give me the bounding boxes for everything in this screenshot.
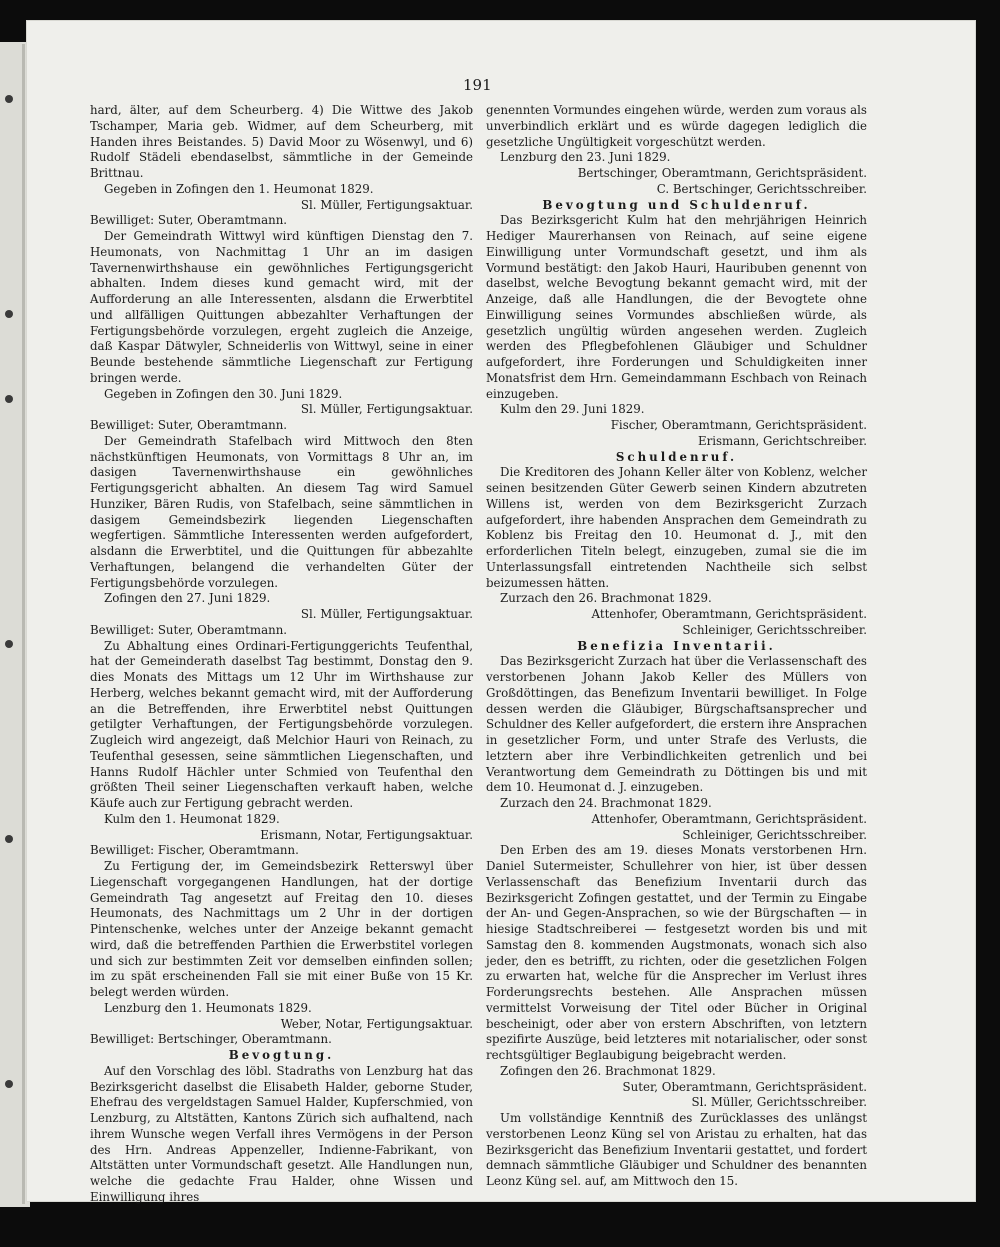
- paragraph: Das Bezirksgericht Kulm hat den mehrjährigen Heinrich Hediger Maurerhansen von Reinach, auf seine eigene Einwilligung unter Vormundschaft gesetzt, und ihm als Vormund bestätigt: den Jakob Hauri, Hauribuben genennt von daselbst, welche Bevogtung bekannt gemacht wird, mit der Anzeige, daß alle Handlungen, die der Bevogtete ohne Einwilligung seines Vormundes abschließen würde, als gesetzlich ungültig würden angesehen werden. Zugleich werden des Pflegbefohlenen Gläubiger und Schuldner aufgefordert, ihre Forderungen und Schuldigkeiten inner Monatsfrist dem Hrn. Gemeindammann Eschbach von Reinach einzugeben.: [486, 213, 867, 401]
- paragraph: Lenzburg den 1. Heumonats 1829.: [104, 1000, 312, 1015]
- binding-edge: [22, 44, 25, 1204]
- right-column: [486, 103, 867, 1190]
- paragraph: Zurzach den 26. Brachmonat 1829.: [500, 591, 712, 606]
- paragraph: Der Gemeindrath Wittwyl wird künftigen Dienstag den 7. Heumonats, von Nachmittag 1 Uhr an im dasigen Tavernenwirthshause ein gewöhnliches Fertigungsgericht abhalten. Indem dieses kund gemacht wird, mit der Aufforderung an alle Interessenten, alsdann die Erwerbtitel und allfälligen Quittungen abbezahlter Verhaftungen der Fertigungsbehörde vorzulegen, ergeht zugleich die Anzeige, daß Kaspar Dätwyler, Schneiderlis von Wittwyl, seine in einer Beunde bestehende sämmtliche Liegenschaft zur Fertigung bringen werde.: [90, 229, 473, 385]
- paragraph: Der Gemeindrath Stafelbach wird Mittwoch den 8ten nächstkünftigen Heumonats, von Vormittags 8 Uhr an, im dasigen Tavernenwirthshause ein gewöhnliches Fertigungsgericht abhalten. An diesem Tag wird Samuel Hunziker, Bären Rudis, von Stafelbach, seine sämmtlichen in dasigem Gemeindsbezirk liegenden Liegenschaften wegfertigen. Sämmtliche Interessenten werden aufgefordert, alsdann die Erwerbtitel, und die Quittungen für abbezahlte Verhaftungen, belangend die verhandelten Güter der Fertigungsbehörde vorzulegen.: [90, 433, 473, 590]
- paragraph: Attenhofer, Oberamtmann, Gerichtspräsident.: [591, 811, 867, 826]
- paragraph: Attenhofer, Oberamtmann, Gerichtspräsident.: [591, 607, 867, 621]
- paragraph: Erismann, Gerichtschreiber.: [697, 433, 867, 448]
- paragraph: Zurzach den 24. Brachmonat 1829.: [500, 796, 712, 810]
- paragraph: Zu Abhaltung eines Ordinari-Fertigunggerichts Teufenthal, hat der Gemeinderath daselbst Tag bestimmt, Donstag den 9. dies Monats des Mittags um 12 Uhr im Wirthshause zur Herberg, welches bekannt gemacht wird, mit der Aufforderung an die Betreffenden, ihre Erwerbtitel nebst Quittungen getilgter Verhaftungen, der Fertigungsbehörde vorzulegen. Zugleich wird angezeigt, daß Melchior Hauri von Reinach, zu Teufenthal gesessen, seine sämmtlichen Liegenschaften, und Hanns Rudolf Hächler unter Schmied von Teufenthal den größten Theil seiner Liegenschaften verkauft haben, welche Käufe auch zur Fertigung gebracht werden.: [90, 638, 473, 810]
- paragraph: Sl. Müller, Fertigungsaktuar.: [300, 402, 473, 417]
- paragraph: Sl. Müller, Gerichtsschreiber.: [691, 1095, 867, 1110]
- paragraph: Weber, Notar, Fertigungsaktuar.: [280, 1016, 473, 1031]
- paragraph: Zu Fertigung der, im Gemeindsbezirk Retterswyl über Liegenschaft vorgegangenen Handlungen, hat der dortige Gemeindrath Tag angesetzt auf Freitag den 10. dieses Heumonats, des Nachmittags um 2 Uhr in der dortigen Pintenschenke, welches unter der Anzeige bekannt gemacht wird, daß die betreffenden Parthien die Erwerbstitel vorlegen und sich zur bestimmten Zeit vor demselben einfinden sollen; im zu spät erscheinenden Fall sie mit einer Buße von 15 Kr. belegt werden würden.: [90, 859, 473, 999]
- paragraph: Suter, Oberamtmann, Gerichtspräsident.: [622, 1079, 867, 1094]
- paragraph: Den Erben des am 19. dieses Monats verstorbenen Hrn. Daniel Sutermeister, Schullehrer von hier, ist über dessen Verlassenschaft das Benefizium Inventarii durch das Bezirksgericht Zofingen gestattet, und der Termin zu Eingabe der An- und Gegen-Ansprachen, so wie der Bürgschaften — in hiesige Stadtschreiberei — festgesetzt worden bis und mit Samstag den 8. kommenden Augstmonats, wonach sich also jeder, den es betrifft, zu richten, oder die gesetzlichen Folgen zu erwarten hat, welche für die Ansprecher im Verlust ihres Forderungsrechts bestehen. Alle Ansprachen müssen vermittelst Vorweisung der Titel oder Bücher in Original bescheinigt, oder aber von erstern Abschriften, von letztern spezifirte Auszüge, beid letzteres mit notarialischer, oder sonst rechtsgültiger Beglaubigung beigebracht werden.: [486, 843, 867, 1062]
- paragraph: Um vollständige Kenntniß des Zurücklasses des unlängst verstorbenen Leonz Küng sel von Aristau zu erhalten, hat das Bezirksgericht das Benefizium Inventarii gestattet, und fordert demnach sämmtliche Gläubiger und Schuldner des benannten Leonz Küng sel. auf, am Mittwoch den 15.: [486, 1111, 867, 1188]
- paragraph: Bertschinger, Oberamtmann, Gerichtspräsident.: [577, 166, 867, 180]
- paragraph: Das Bezirksgericht Zurzach hat über die Verlassenschaft des verstorbenen Johann Jakob Keller des Müllers von Großdöttingen, das Benefizum Inventarii bewilliget. In Folge dessen werden die Gläubiger, Bürgschaftsansprecher und Schuldner des Keller aufgefordert, die erstern ihre Ansprachen in gesetzlicher Form, und unter Strafe des Verlusts, die letztern aber ihre Verbindlichkeiten getrenlich und bei Verantwortung dem Gemeindrath zu Döttingen bis und mit dem 10. Heumonat d. J. einzugeben.: [486, 654, 867, 795]
- paragraph: Die Kreditoren des Johann Keller älter von Koblenz, welcher seinen besitzenden Güter Gewerb seinen Kindern abzutreten Willens ist, werden von dem Bezirksgericht Zurzach aufgefordert, ihre habenden Ansprachen dem Gemeindrath zu Koblenz bis Freitag den 10. Heumonat d. J., mit den erforderlichen Titeln belegt, einzugeben, zumal sie die im Unterlassungsfall eintretenden Nachtheile sich selbst beizumessen hätten.: [486, 465, 867, 590]
- section-heading: Benefizia Inventarii.: [577, 638, 776, 653]
- paragraph: genennten Vormundes eingehen würde, werden zum voraus als unverbindlich erklärt und es würde dagegen lediglich die gesetzliche Ungültigkeit vorgeschützt werden.: [486, 103, 867, 149]
- paragraph: Sl. Müller, Fertigungsaktuar.: [300, 197, 473, 212]
- paragraph: Bewilliget: Suter, Oberamtmann.: [90, 418, 288, 432]
- paragraph: Gegeben in Zofingen den 1. Heumonat 1829.: [104, 181, 374, 196]
- paragraph: Fischer, Oberamtmann, Gerichtspräsident.: [610, 418, 867, 432]
- paragraph: Gegeben in Zofingen den 30. Juni 1829.: [104, 386, 343, 401]
- page-number: 191: [463, 76, 492, 94]
- paragraph: Bewilliget: Suter, Oberamtmann.: [90, 213, 288, 228]
- paragraph: Bewilliget: Bertschinger, Oberamtmann.: [90, 1032, 332, 1047]
- paragraph: Sl. Müller, Fertigungsaktuar.: [300, 607, 473, 621]
- paragraph: Bewilliget: Fischer, Oberamtmann.: [90, 843, 299, 858]
- paragraph: Schleiniger, Gerichtsschreiber.: [682, 622, 867, 637]
- paragraph: hard, älter, auf dem Scheurberg. 4) Die Wittwe des Jakob Tschamper, Maria geb. Widmer, auf dem Scheurberg, mit Handen ihres Beistandes. 5) David Moor zu Wösenwyl, und 6) Rudolf Städeli ebendaselbst, sämmtliche in der Gemeinde Brittnau.: [90, 103, 473, 180]
- section-heading: Bevogtung und Schuldenruf.: [542, 197, 811, 212]
- paragraph: Kulm den 29. Juni 1829.: [500, 402, 645, 417]
- section-heading: Bevogtung.: [228, 1048, 335, 1062]
- paragraph: Zofingen den 26. Brachmonat 1829.: [500, 1063, 716, 1078]
- paragraph: Kulm den 1. Heumonat 1829.: [104, 811, 280, 826]
- paragraph: Lenzburg den 23. Juni 1829.: [500, 150, 671, 165]
- paragraph: C. Bertschinger, Gerichtsschreiber.: [656, 181, 867, 196]
- paragraph: Auf den Vorschlag des löbl. Stadraths von Lenzburg hat das Bezirksgericht daselbst die Elisabeth Halder, geborne Studer, Ehefrau des vergeldstagen Samuel Halder, Kupferschmied, von Lenzburg, zu Altstätten, Kantons Zürich sich aufhaltend, nach ihrem Wunsche wegen Verfall ihres Vermögens in der Person des Hrn. Andreas Appenzeller, Indienne-Fabrikant, von Altstätten unter Vormundschaft gesetzt. Alle Handlungen nun, welche die gedachte Frau Halder, ohne Wissen und Einwilligung ihres: [90, 1063, 473, 1204]
- paragraph: Zofingen den 27. Juni 1829.: [104, 591, 271, 606]
- section-heading: Schuldenruf.: [615, 449, 738, 464]
- paragraph: Erismann, Notar, Fertigungsaktuar.: [260, 827, 473, 842]
- paragraph: Bewilliget: Suter, Oberamtmann.: [90, 622, 288, 637]
- paragraph: Schleiniger, Gerichtsschreiber.: [682, 827, 867, 842]
- left-column: [90, 103, 473, 1206]
